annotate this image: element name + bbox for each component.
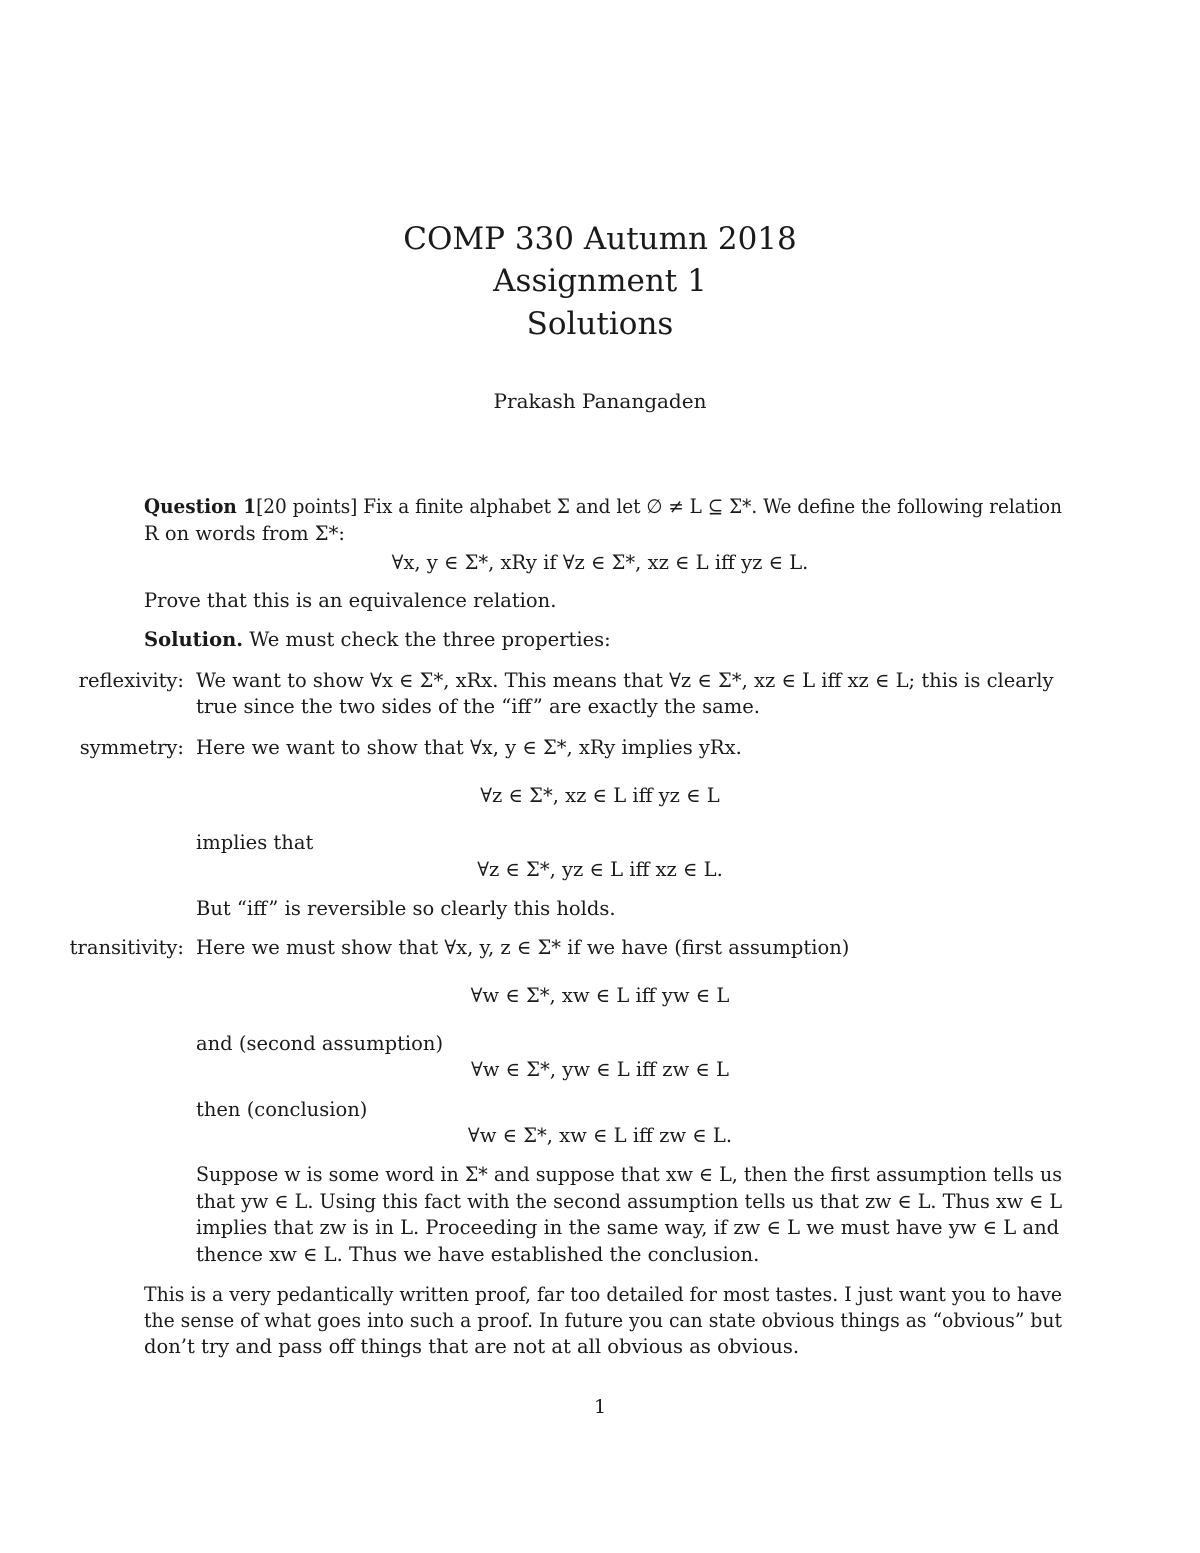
transitivity-para-4: thence xw ∈ L. Thus we have established the conclusion. <box>196 1243 760 1266</box>
transitivity-then: then (conclusion) <box>196 1098 368 1121</box>
reflexivity-line-2: true since the two sides of the “iff” are exactly the same. <box>196 695 760 718</box>
question-label: Question 1 <box>144 495 257 518</box>
question-points: [20 points] <box>256 495 358 518</box>
page-number: 1 <box>593 1396 607 1418</box>
question-text-2: R on words from Σ*: <box>144 522 345 545</box>
term-symmetry: symmetry: <box>79 736 184 759</box>
symmetry-math-1: ∀z ∈ Σ*, xz ∈ L iff yz ∈ L <box>480 784 720 807</box>
term-reflexivity: reflexivity: <box>78 669 184 692</box>
solution-label: Solution. <box>144 628 244 651</box>
symmetry-implies: implies that <box>196 831 314 854</box>
transitivity-math-2: ∀w ∈ Σ*, yw ∈ L iff zw ∈ L <box>471 1058 729 1081</box>
closing-line-3: don’t try and pass off things that are not at all obvious as obvious. <box>144 1335 800 1358</box>
symmetry-conclusion: But “iff” is reversible so clearly this holds. <box>196 897 616 920</box>
author: Prakash Panangaden <box>493 389 707 413</box>
symmetry-math-2: ∀z ∈ Σ*, yz ∈ L iff xz ∈ L. <box>477 858 723 881</box>
transitivity-line-1: Here we must show that ∀x, y, z ∈ Σ* if we have (first assumption) <box>196 936 850 959</box>
transitivity-and-second: and (second assumption) <box>196 1032 444 1055</box>
reflexivity-line-1: We want to show ∀x ∈ Σ*, xRx. This means that ∀z ∈ Σ*, xz ∈ L iff xz ∈ L; this is clearly <box>196 669 1054 692</box>
question-text-1: Fix a finite alphabet Σ and let ∅ ≠ L ⊆ Σ*. We define the following relation <box>363 495 1063 518</box>
transitivity-math-1: ∀w ∈ Σ*, xw ∈ L iff yw ∈ L <box>470 984 730 1007</box>
closing-line-1: This is a very pedantically written proof, far too detailed for most tastes. I just want you to have <box>144 1283 1063 1306</box>
solution-intro-line <box>144 627 611 653</box>
title-solutions: Solutions <box>526 306 674 342</box>
title-course: COMP 330 Autumn 2018 <box>403 221 797 257</box>
transitivity-para-2: that yw ∈ L. Using this fact with the second assumption tells us that zw ∈ L. Thus xw ∈ L <box>196 1190 1063 1213</box>
question-prompt: Prove that this is an equivalence relation. <box>144 589 557 612</box>
title-assignment: Assignment 1 <box>493 263 707 299</box>
solution-intro: We must check the three properties: <box>249 628 611 651</box>
question-line-1 <box>144 494 1062 520</box>
transitivity-para-3: implies that zw is in L. Proceeding in the same way, if zw ∈ L we must have yw ∈ L and <box>196 1216 1060 1239</box>
question-definition: ∀x, y ∈ Σ*, xRy if ∀z ∈ Σ*, xz ∈ L iff yz ∈ L. <box>391 551 809 574</box>
transitivity-math-3: ∀w ∈ Σ*, xw ∈ L iff zw ∈ L. <box>467 1124 733 1147</box>
closing-line-2: the sense of what goes into such a proof. In future you can state obvious things as “obvious” but <box>144 1309 1063 1332</box>
symmetry-line-1: Here we want to show that ∀x, y ∈ Σ*, xRy implies yRx. <box>196 736 742 759</box>
term-transitivity: transitivity: <box>69 936 184 959</box>
transitivity-para-1: Suppose w is some word in Σ* and suppose that xw ∈ L, then the first assumption tells us <box>196 1163 1062 1186</box>
